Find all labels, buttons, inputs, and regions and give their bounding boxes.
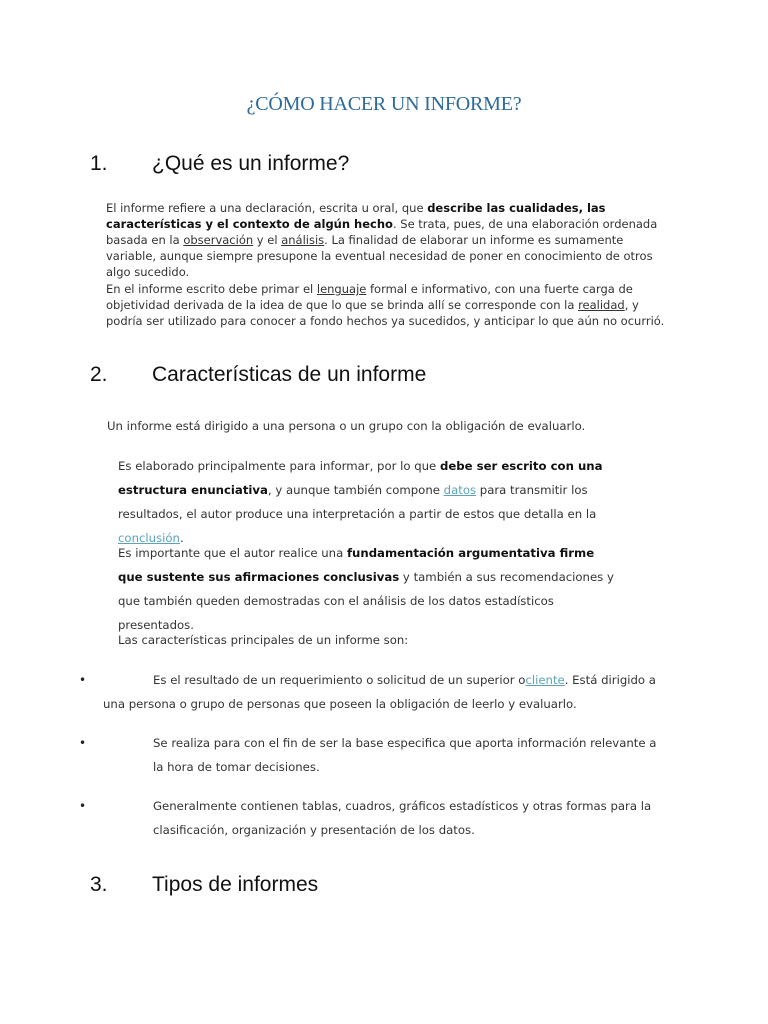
section-2-paragraph-2 <box>118 541 618 637</box>
section-2-paragraph-1 <box>118 454 653 550</box>
text-run: para transmitir los resultados, el autor produce una interpretación a partir de estos que detalla en la <box>118 483 597 521</box>
text-run: En el informe escrito debe primar el <box>106 282 317 296</box>
bullet-3-text <box>103 794 663 842</box>
bullet-1-text <box>103 668 663 716</box>
link-conclusion[interactable]: conclusión <box>118 531 180 545</box>
text-run: formal e informativo, con una fuerte carga de objetividad derivada de la idea de que lo que se brinda allí se corresponde con la <box>106 282 633 312</box>
text-run: y también a sus recomendaciones y que también queden demostradas con el análisis de los datos estadísticos presentados. <box>118 570 614 632</box>
bullet-2-text <box>103 731 663 779</box>
text-run: , y podría ser utilizado para conocer a fondo hechos ya sucedidos, y anticipar lo que aún no ocurrió. <box>106 298 665 328</box>
text-run: Se realiza para con el fin de ser la base especifica que aporta información relevante a la hora de tomar decisiones. <box>153 736 657 774</box>
underlined-term-observacion[interactable]: observación <box>183 233 254 247</box>
text-run: Generalmente contienen tablas, cuadros, gráficos estadísticos y otras formas para la clasificación, organización y presentación de los datos. <box>153 799 652 837</box>
text-run: . Está dirigido a una persona o grupo de personas que poseen la obligación de leerlo y evaluarlo. <box>103 673 656 711</box>
text-run: y el <box>253 233 282 247</box>
bullet-1-marker: • <box>79 673 87 687</box>
text-run: Es elaborado principalmente para informar, por lo que <box>118 459 440 473</box>
section-3-number: 3. <box>90 873 108 896</box>
section-1-paragraph-2 <box>106 281 666 329</box>
link-datos[interactable]: datos <box>443 483 477 497</box>
section-3-heading <box>90 873 690 899</box>
link-cliente[interactable]: cliente <box>525 673 565 687</box>
section-1-title: ¿Qué es un informe? <box>152 152 350 175</box>
bold-text: fundamentación argumentativa firme que sustente sus afirmaciones conclusivas <box>118 546 595 584</box>
text-run: El informe refiere a una declaración, escrita u oral, que <box>106 201 428 215</box>
text-run: Es importante que el autor realice una <box>118 546 347 560</box>
text-run: Es el resultado de un requerimiento o solicitud de un superior o <box>153 673 526 687</box>
section-2-heading <box>90 363 690 389</box>
section-1-paragraph-1 <box>106 200 666 280</box>
section-2-title: Características de un informe <box>152 363 427 386</box>
bold-text: debe ser escrito con una estructura enunciativa <box>118 459 603 497</box>
section-3-title: Tipos de informes <box>152 873 319 896</box>
bullet-2-marker: • <box>79 736 87 750</box>
underlined-term-lenguaje[interactable]: lenguaje <box>316 282 367 296</box>
text-run: . La finalidad de elaborar un informe es sumamente variable, aunque siempre presupone la eventual necesidad de poner en conocimiento de otros algo sucedido. <box>106 233 653 279</box>
section-2-intro: Un informe está dirigido a una persona o un grupo con la obligación de evaluarlo. <box>107 419 586 433</box>
bullet-3-marker: • <box>79 799 87 813</box>
text-run: . <box>179 531 184 545</box>
section-1-heading <box>90 152 690 178</box>
text-run: , y aunque también compone <box>267 483 444 497</box>
section-2-number: 2. <box>90 363 108 386</box>
list-intro: Las características principales de un informe son: <box>118 633 409 647</box>
text-run: . Se trata, pues, de una elaboración ordenada basada en la <box>106 217 658 247</box>
document-title: ¿CÓMO HACER UN INFORME? <box>246 93 522 115</box>
underlined-term-realidad[interactable]: realidad <box>578 298 625 312</box>
underlined-term-analisis[interactable]: análisis <box>281 233 325 247</box>
section-1-number: 1. <box>90 152 108 175</box>
bold-text: describe las cualidades, las características y el contexto de algún hecho <box>106 201 606 231</box>
